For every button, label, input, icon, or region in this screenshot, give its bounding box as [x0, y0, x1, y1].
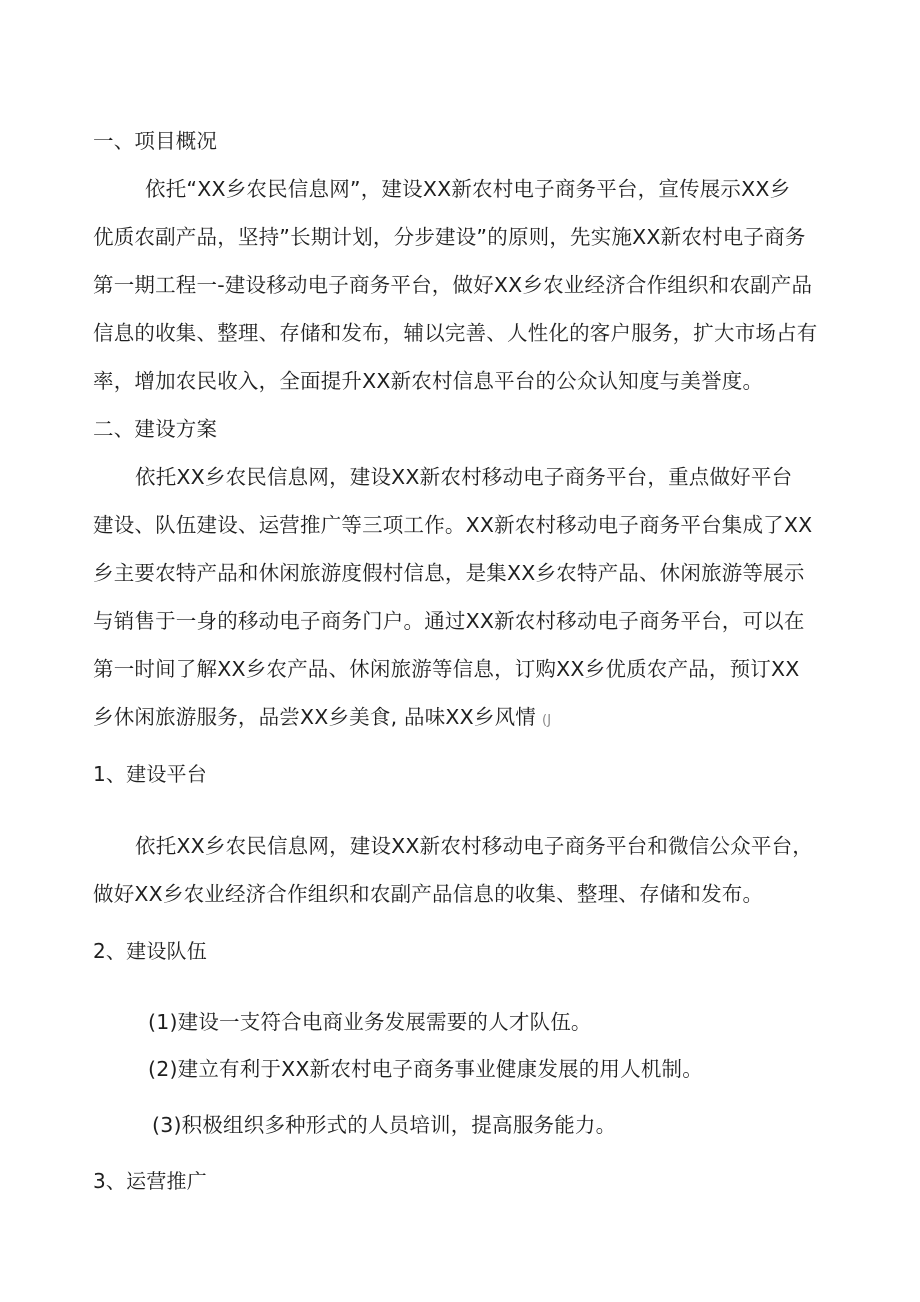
- paragraph-line: 依托XX乡农民信息网，建设XX新农村移动电子商务平台和微信公众平台，: [135, 834, 813, 858]
- trailing-mark: (J: [542, 713, 552, 728]
- paragraph-line-last: [93, 703, 551, 735]
- section-heading-plan: 二、建设方案: [93, 417, 218, 441]
- subsection-heading-operations: 3、运营推广: [93, 1169, 207, 1193]
- paragraph-line: 乡主要农特产品和休闲旅游度假村信息，是集XX乡农特产品、休闲旅游等展示: [93, 561, 805, 585]
- paragraph-line: 优质农副产品，坚持”长期计划，分步建设”的原则，先实施XX新农村电子商务: [93, 225, 806, 249]
- paragraph-line: 第一时间了解XX乡农产品、休闲旅游等信息，订购XX乡优质农产品，预订XX: [93, 657, 800, 681]
- subsection-heading-platform: 1、建设平台: [93, 762, 207, 786]
- paragraph-line: 建设、队伍建设、运营推广等三项工作。XX新农村移动电子商务平台集成了XX: [93, 513, 813, 537]
- list-item: (3)积极组织多种形式的人员培训，提高服务能力。: [152, 1113, 617, 1137]
- paragraph-line-text: 乡休闲旅游服务，品尝XX乡美食, 品味XX乡风情: [93, 705, 537, 729]
- paragraph-line: 依托XX乡农民信息网，建设XX新农村移动电子商务平台，重点做好平台: [135, 465, 793, 489]
- paragraph-line: 率，增加农民收入，全面提升XX新农村信息平台的公众认知度与美誉度。: [93, 369, 764, 393]
- list-item: (1)建设一支符合电商业务发展需要的人才队伍。: [148, 1010, 592, 1034]
- paragraph-line: 依托“XX乡农民信息网”，建设XX新农村电子商务平台，宣传展示XX乡: [145, 177, 791, 201]
- paragraph-line: 与销售于一身的移动电子商务门户。通过XX新农村移动电子商务平台，可以在: [93, 609, 805, 633]
- paragraph-line: 第一期工程一-建设移动电子商务平台，做好XX乡农业经济合作组织和农副产品: [93, 273, 813, 297]
- subsection-heading-team: 2、建设队伍: [93, 939, 207, 963]
- paragraph-line: 做好XX乡农业经济合作组织和农副产品信息的收集、整理、存储和发布。: [93, 882, 764, 906]
- paragraph-line: 信息的收集、整理、存储和发布，辅以完善、人性化的客户服务，扩大市场占有: [93, 321, 818, 345]
- section-heading-overview: 一、项目概况: [93, 129, 218, 153]
- list-item: (2)建立有利于XX新农村电子商务事业健康发展的用人机制。: [148, 1057, 703, 1081]
